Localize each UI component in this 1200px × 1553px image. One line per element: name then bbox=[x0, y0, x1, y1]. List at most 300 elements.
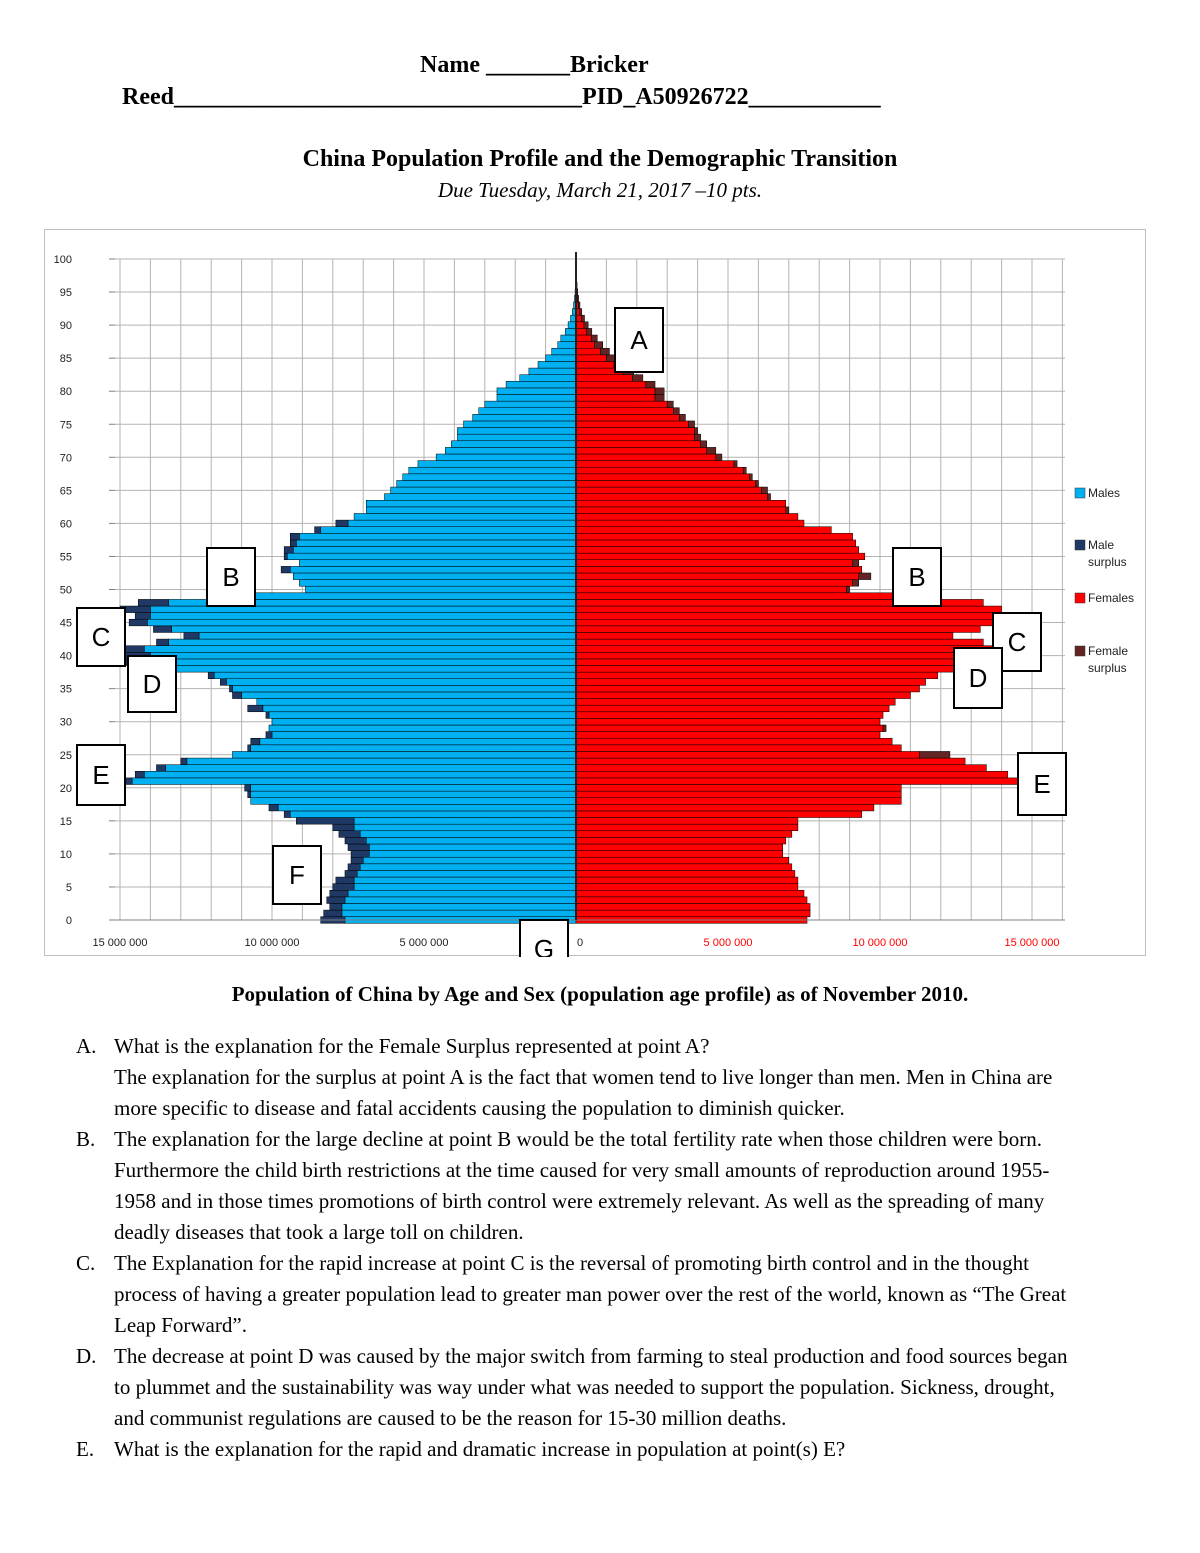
male-surplus-bar bbox=[184, 632, 199, 639]
female-bar bbox=[576, 844, 783, 851]
female-surplus-bar bbox=[667, 401, 673, 408]
male-bar bbox=[290, 566, 576, 573]
female-surplus-bar bbox=[587, 328, 592, 335]
male-bar bbox=[150, 606, 576, 613]
male-bar bbox=[357, 870, 576, 877]
age-tick-label: 95 bbox=[59, 287, 72, 300]
male-surplus-bar bbox=[269, 804, 278, 811]
male-surplus-bar bbox=[345, 870, 357, 877]
male-bar bbox=[506, 381, 576, 388]
chart-legend bbox=[1075, 486, 1134, 675]
marker-b1 bbox=[207, 548, 255, 606]
female-bar bbox=[576, 857, 789, 864]
male-surplus-bar bbox=[348, 844, 369, 851]
female-bar bbox=[576, 421, 688, 428]
female-bar bbox=[576, 798, 901, 805]
male-bar bbox=[290, 811, 576, 818]
question-item bbox=[76, 1124, 1076, 1248]
female-bar bbox=[576, 593, 916, 600]
female-bar bbox=[576, 784, 901, 791]
female-bar bbox=[576, 864, 792, 871]
male-bar bbox=[299, 580, 576, 587]
female-bar bbox=[576, 659, 999, 666]
male-surplus-bar bbox=[248, 745, 251, 752]
male-bar bbox=[226, 679, 576, 686]
age-tick-label: 20 bbox=[59, 782, 72, 795]
male-surplus-bar bbox=[229, 685, 232, 692]
chart-caption: Population of China by Age and Sex (population age profile) as of November 2010. bbox=[231, 982, 969, 1006]
male-bar bbox=[345, 897, 576, 904]
female-bar bbox=[576, 903, 810, 910]
female-surplus-bar bbox=[920, 751, 950, 758]
female-bar bbox=[576, 480, 755, 487]
female-bar bbox=[576, 877, 798, 884]
female-bar bbox=[576, 606, 1002, 613]
male-bar bbox=[263, 705, 576, 712]
question-text bbox=[114, 1124, 1076, 1248]
population-pyramid-chart bbox=[44, 229, 1146, 956]
female-bar bbox=[576, 685, 920, 692]
female-surplus-bar bbox=[786, 507, 789, 514]
female-bar bbox=[576, 335, 591, 342]
age-tick-label: 80 bbox=[59, 386, 72, 399]
male-surplus-bar bbox=[129, 619, 147, 626]
male-bar bbox=[150, 613, 576, 620]
female-bar bbox=[576, 533, 853, 540]
male-surplus-bar bbox=[284, 811, 290, 818]
marker-letter: G bbox=[533, 934, 555, 957]
male-bar bbox=[251, 791, 576, 798]
legend-swatch bbox=[1075, 540, 1085, 550]
female-bar bbox=[576, 447, 707, 454]
male-bar bbox=[565, 328, 576, 335]
female-bar bbox=[576, 520, 804, 527]
male-bar bbox=[242, 692, 576, 699]
question-text bbox=[114, 1434, 1076, 1465]
male-surplus-bar bbox=[351, 851, 369, 858]
male-surplus-bar bbox=[330, 890, 348, 897]
male-bar bbox=[366, 837, 576, 844]
male-bar bbox=[342, 910, 576, 917]
female-bar bbox=[576, 818, 798, 825]
female-surplus-bar bbox=[695, 428, 698, 435]
female-surplus-bar bbox=[755, 480, 758, 487]
pyramid-svg bbox=[45, 230, 1147, 957]
female-bar bbox=[576, 639, 983, 646]
female-bar bbox=[576, 322, 584, 329]
age-tick-label: 30 bbox=[59, 716, 72, 729]
question-line: What is the explanation for the Female Surplus represented at point A? bbox=[114, 1034, 710, 1058]
marker-letter: B bbox=[222, 562, 240, 592]
male-bar bbox=[232, 685, 576, 692]
male-surplus-bar bbox=[336, 520, 348, 527]
male-surplus-bar bbox=[248, 705, 263, 712]
marker-letter: A bbox=[630, 325, 648, 355]
female-surplus-bar bbox=[853, 580, 859, 587]
male-surplus-bar bbox=[333, 884, 354, 891]
age-tick-label: 35 bbox=[59, 683, 72, 696]
male-surplus-bar bbox=[330, 903, 342, 910]
age-tick-label: 90 bbox=[59, 320, 72, 333]
male-bar bbox=[568, 322, 576, 329]
male-bar bbox=[305, 586, 576, 593]
female-surplus-bar bbox=[688, 421, 694, 428]
question-item bbox=[76, 1434, 1076, 1465]
male-bar bbox=[360, 864, 576, 871]
x-tick-label-right: 10 000 000 bbox=[852, 937, 908, 949]
male-surplus-bar bbox=[333, 824, 354, 831]
female-bar bbox=[576, 395, 655, 402]
female-surplus-bar bbox=[578, 302, 580, 309]
female-surplus-bar bbox=[716, 454, 722, 461]
female-surplus-bar bbox=[859, 573, 871, 580]
male-bar bbox=[354, 824, 576, 831]
male-bar bbox=[269, 725, 576, 732]
male-bar bbox=[272, 732, 576, 739]
female-bar bbox=[576, 672, 938, 679]
male-bar bbox=[296, 540, 576, 547]
female-surplus-bar bbox=[673, 408, 679, 415]
question-line: The explanation for the large decline at point B would be the total fertility rate when those children were born. Furthermore the child birth restrictions at the time caused for very small amounts of reproduction around 1955-1958 and in those times promotions of birth control were extremely relevant. As well as the spreading of many deadly diseases that took a large toll on children. bbox=[114, 1127, 1050, 1244]
male-bar bbox=[451, 441, 576, 448]
male-bar bbox=[552, 348, 576, 355]
female-bar bbox=[576, 388, 655, 395]
question-letter: D. bbox=[76, 1344, 97, 1368]
male-surplus-bar bbox=[135, 771, 144, 778]
female-bar bbox=[576, 771, 1008, 778]
legend-swatch bbox=[1075, 593, 1085, 603]
male-bar bbox=[169, 639, 576, 646]
female-bar bbox=[576, 454, 716, 461]
male-bar bbox=[497, 395, 576, 402]
legend-label: Females bbox=[1088, 591, 1135, 605]
male-surplus-bar bbox=[339, 831, 360, 838]
female-bar bbox=[576, 527, 831, 534]
male-bar bbox=[251, 798, 576, 805]
female-bar bbox=[576, 765, 986, 772]
male-bar bbox=[366, 507, 576, 514]
female-bar bbox=[576, 540, 856, 547]
age-tick-label: 25 bbox=[59, 749, 72, 762]
female-bar bbox=[576, 699, 895, 706]
female-surplus-bar bbox=[655, 388, 664, 395]
male-bar bbox=[546, 355, 576, 362]
male-surplus-bar bbox=[156, 765, 165, 772]
female-surplus-bar bbox=[578, 295, 579, 302]
female-bar bbox=[576, 586, 847, 593]
question-list bbox=[76, 1031, 1076, 1465]
female-bar bbox=[576, 580, 853, 587]
male-bar bbox=[409, 467, 576, 474]
female-bar bbox=[576, 791, 901, 798]
male-bar bbox=[342, 903, 576, 910]
document-subtitle: Due Tuesday, March 21, 2017 –10 pts. bbox=[437, 178, 763, 202]
female-surplus-bar bbox=[847, 586, 850, 593]
female-surplus-bar bbox=[591, 335, 597, 342]
male-surplus-bar bbox=[290, 540, 296, 547]
question-text bbox=[114, 1031, 1076, 1124]
marker-letter: F bbox=[289, 860, 305, 890]
male-bar bbox=[538, 361, 576, 368]
male-surplus-bar bbox=[220, 679, 226, 686]
male-bar bbox=[397, 480, 576, 487]
female-bar bbox=[576, 666, 986, 673]
male-bar bbox=[214, 672, 576, 679]
female-bar bbox=[576, 553, 865, 560]
male-surplus-bar bbox=[351, 857, 363, 864]
male-bar bbox=[299, 560, 576, 567]
age-tick-label: 45 bbox=[59, 617, 72, 630]
male-bar bbox=[166, 666, 576, 673]
male-bar bbox=[236, 593, 576, 600]
female-surplus-bar bbox=[600, 348, 609, 355]
female-bar bbox=[576, 560, 853, 567]
x-tick-label-right: 0 bbox=[576, 937, 584, 949]
female-bar bbox=[576, 732, 880, 739]
male-bar bbox=[269, 712, 576, 719]
male-bar bbox=[144, 646, 576, 653]
marker-d2 bbox=[954, 648, 1002, 708]
x-tick-label-left: 5 000 000 bbox=[399, 937, 449, 949]
x-tick-label-right: 5 000 000 bbox=[703, 937, 753, 949]
x-tick-label-right: 15 000 000 bbox=[1004, 937, 1060, 949]
male-bar bbox=[150, 652, 576, 659]
female-surplus-bar bbox=[701, 441, 707, 448]
female-bar bbox=[576, 375, 632, 382]
female-bar bbox=[576, 487, 761, 494]
marker-letter: B bbox=[908, 562, 926, 592]
age-tick-label: 70 bbox=[59, 452, 72, 465]
female-bar bbox=[576, 619, 1005, 626]
male-bar bbox=[287, 553, 576, 560]
student-pid: Reed__________________________________PID_A50926722___________ bbox=[122, 84, 881, 110]
male-bar bbox=[348, 520, 576, 527]
female-surplus-bar bbox=[707, 447, 716, 454]
female-bar bbox=[576, 751, 920, 758]
female-bar bbox=[576, 811, 862, 818]
male-bar bbox=[479, 408, 576, 415]
female-bar bbox=[576, 513, 798, 520]
female-bar bbox=[576, 679, 926, 686]
question-letter: E. bbox=[76, 1437, 95, 1461]
male-bar bbox=[360, 831, 576, 838]
age-tick-label: 10 bbox=[59, 848, 72, 861]
male-bar bbox=[348, 890, 576, 897]
male-bar bbox=[436, 454, 576, 461]
female-bar bbox=[576, 910, 810, 917]
male-bar bbox=[251, 745, 576, 752]
female-bar bbox=[576, 494, 768, 501]
female-bar bbox=[576, 646, 1008, 653]
age-tick-label: 55 bbox=[59, 551, 72, 564]
legend-label: surplus bbox=[1088, 661, 1127, 675]
legend-label: surplus bbox=[1088, 555, 1127, 569]
legend-swatch bbox=[1075, 488, 1085, 498]
female-surplus-bar bbox=[577, 289, 578, 296]
male-bar bbox=[497, 388, 576, 395]
female-bar bbox=[576, 718, 880, 725]
male-surplus-bar bbox=[324, 910, 342, 917]
male-bar bbox=[132, 778, 576, 785]
female-bar bbox=[576, 632, 953, 639]
male-bar bbox=[321, 527, 576, 534]
male-bar bbox=[369, 851, 576, 858]
marker-e2 bbox=[1018, 753, 1066, 815]
age-tick-label: 65 bbox=[59, 485, 72, 498]
male-bar bbox=[251, 784, 576, 791]
male-bar bbox=[384, 494, 576, 501]
marker-letter: C bbox=[91, 622, 111, 652]
question-line: What is the explanation for the rapid and dramatic increase in population at point(s) E? bbox=[114, 1437, 846, 1461]
male-bar bbox=[418, 461, 576, 468]
male-bar bbox=[260, 738, 576, 745]
question-item bbox=[76, 1341, 1076, 1434]
x-tick-label-left: 15 000 000 bbox=[92, 937, 148, 949]
male-surplus-bar bbox=[327, 897, 345, 904]
female-bar bbox=[576, 738, 892, 745]
female-surplus-bar bbox=[632, 375, 643, 382]
document-title: China Population Profile and the Demographic Transition bbox=[302, 146, 898, 172]
legend-swatch bbox=[1075, 646, 1085, 656]
male-bar bbox=[278, 804, 576, 811]
question-letter: C. bbox=[76, 1251, 96, 1275]
male-surplus-bar bbox=[208, 672, 214, 679]
female-bar bbox=[576, 758, 965, 765]
question-text bbox=[114, 1341, 1076, 1434]
female-bar bbox=[576, 884, 798, 891]
legend-label: Male bbox=[1088, 538, 1115, 552]
female-bar bbox=[576, 692, 910, 699]
male-surplus-bar bbox=[296, 818, 354, 825]
female-bar bbox=[576, 461, 734, 468]
female-bar bbox=[576, 870, 795, 877]
female-bar bbox=[576, 467, 743, 474]
question-line: The explanation for the surplus at point A is the fact that women tend to live longer than men. Men in China are more specific to disease and fatal accidents causing the population to diminish quicker. bbox=[114, 1065, 1053, 1120]
female-bar bbox=[576, 613, 1002, 620]
female-bar bbox=[576, 434, 695, 441]
question-letter: B. bbox=[76, 1127, 96, 1151]
male-bar bbox=[445, 447, 576, 454]
female-bar bbox=[576, 428, 695, 435]
female-bar bbox=[576, 441, 701, 448]
female-bar bbox=[576, 342, 594, 349]
female-bar bbox=[576, 804, 874, 811]
marker-letter: D bbox=[142, 669, 162, 699]
male-bar bbox=[464, 421, 576, 428]
male-surplus-bar bbox=[232, 692, 241, 699]
male-bar bbox=[257, 699, 576, 706]
male-surplus-bar bbox=[135, 613, 150, 620]
male-bar bbox=[457, 434, 576, 441]
female-surplus-bar bbox=[761, 487, 767, 494]
male-surplus-bar bbox=[284, 547, 293, 554]
male-bar bbox=[354, 818, 576, 825]
male-bar bbox=[153, 659, 576, 666]
legend-label: Males bbox=[1088, 486, 1121, 500]
male-bar bbox=[293, 547, 576, 554]
female-surplus-bar bbox=[594, 342, 603, 349]
male-bar bbox=[147, 619, 576, 626]
male-surplus-bar bbox=[348, 864, 360, 871]
female-surplus-bar bbox=[580, 309, 582, 316]
female-bar bbox=[576, 778, 1020, 785]
marker-letter: D bbox=[968, 663, 988, 693]
male-surplus-bar bbox=[266, 712, 269, 719]
female-bar bbox=[576, 547, 859, 554]
marker-e1 bbox=[77, 745, 125, 805]
female-bar bbox=[576, 408, 673, 415]
age-tick-label: 50 bbox=[59, 584, 72, 597]
female-bar bbox=[576, 474, 749, 481]
female-surplus-bar bbox=[679, 414, 685, 421]
male-bar bbox=[366, 500, 576, 507]
male-bar bbox=[293, 573, 576, 580]
male-bar bbox=[144, 771, 576, 778]
female-bar bbox=[576, 712, 883, 719]
marker-g bbox=[520, 920, 568, 957]
male-surplus-bar bbox=[156, 639, 168, 646]
female-bar bbox=[576, 705, 889, 712]
female-bar bbox=[576, 837, 786, 844]
male-bar bbox=[354, 513, 576, 520]
student-name: Name _______Bricker bbox=[420, 52, 649, 78]
female-surplus-bar bbox=[853, 560, 859, 567]
female-bar bbox=[576, 831, 792, 838]
marker-f bbox=[273, 846, 321, 904]
female-bar bbox=[576, 348, 600, 355]
male-bar bbox=[172, 626, 576, 633]
female-bar bbox=[576, 626, 980, 633]
male-surplus-bar bbox=[138, 599, 168, 606]
question-line: The decrease at point D was caused by the major switch from farming to steal production and food sources began to plummet and the sustainability was way under what was needed to support the population. Sickness, drought, and communist regulations are caused to be the reason for 15-30 million deaths. bbox=[114, 1344, 1068, 1430]
age-tick-label: 100 bbox=[53, 254, 72, 266]
male-bar bbox=[354, 884, 576, 891]
legend-label: Female bbox=[1088, 644, 1129, 658]
male-surplus-bar bbox=[345, 837, 366, 844]
male-bar bbox=[232, 751, 576, 758]
female-bar bbox=[576, 355, 606, 362]
female-surplus-bar bbox=[584, 322, 588, 329]
male-bar bbox=[529, 368, 576, 375]
male-surplus-bar bbox=[290, 533, 299, 540]
female-surplus-bar bbox=[646, 381, 655, 388]
question-item bbox=[76, 1031, 1076, 1124]
male-bar bbox=[485, 401, 576, 408]
female-bar bbox=[576, 851, 783, 858]
age-tick-label: 15 bbox=[59, 815, 72, 828]
marker-c1 bbox=[77, 608, 125, 666]
female-surplus-bar bbox=[883, 725, 886, 732]
age-tick-label: 5 bbox=[65, 881, 72, 894]
marker-d1 bbox=[128, 656, 176, 712]
female-surplus-bar bbox=[743, 467, 746, 474]
female-bar bbox=[576, 507, 786, 514]
male-bar bbox=[272, 718, 576, 725]
male-bar bbox=[299, 533, 576, 540]
male-surplus-bar bbox=[153, 626, 171, 633]
marker-letter: E bbox=[1033, 769, 1051, 799]
female-bar bbox=[576, 381, 646, 388]
male-bar bbox=[187, 758, 576, 765]
marker-a bbox=[615, 308, 663, 372]
question-text bbox=[114, 1248, 1076, 1341]
question-line: The Explanation for the rapid increase at point C is the reversal of promoting birth control and in the thought process of having a greater population lead to greater man power over the rest of the world, known as “The Great Leap Forward”. bbox=[114, 1251, 1067, 1337]
male-bar bbox=[199, 632, 576, 639]
female-bar bbox=[576, 500, 786, 507]
male-bar bbox=[520, 375, 576, 382]
female-bar bbox=[576, 414, 679, 421]
female-surplus-bar bbox=[749, 474, 752, 481]
